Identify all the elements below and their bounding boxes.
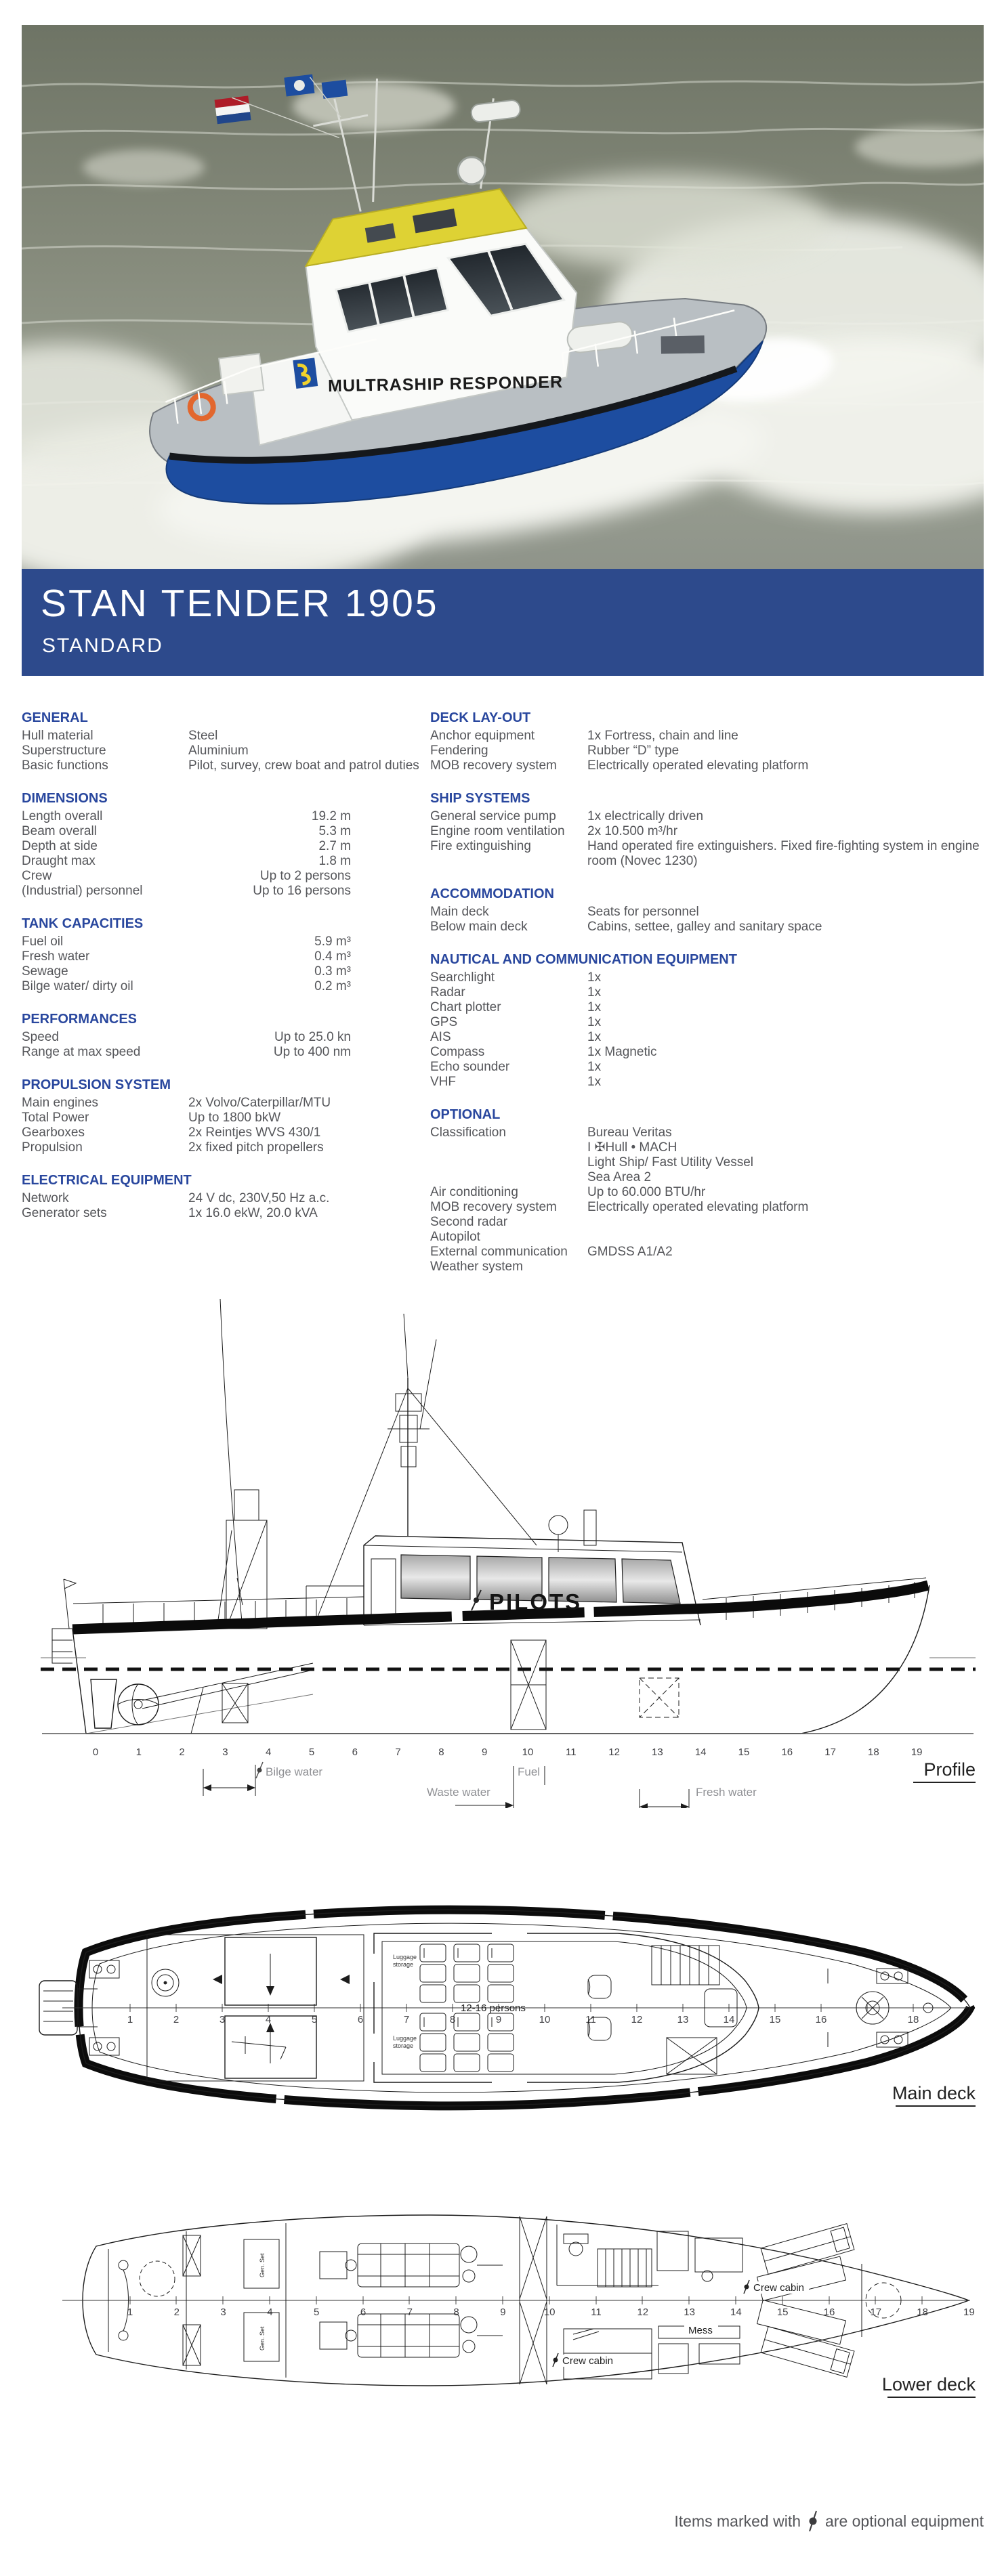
station-number: 17: [824, 1746, 836, 1758]
page-title: STAN TENDER 1905: [41, 582, 439, 625]
signal-flag-2: [322, 80, 348, 99]
svg-text:Mess: Mess: [688, 2325, 713, 2336]
spec-value: [587, 1215, 986, 1230]
fuel-label: Fuel: [518, 1765, 541, 1778]
spec-column-right: [430, 710, 986, 1291]
spec-value: 1.8 m: [318, 854, 351, 868]
spec-label: Sewage: [22, 964, 68, 979]
station-number: 5: [308, 1746, 315, 1758]
spec-label: Bilge water/ dirty oil: [22, 979, 133, 993]
spec-value: Cabins, settee, galley and sanitary space: [587, 920, 822, 934]
spec-value: [587, 1230, 986, 1245]
stern-platform: [52, 1579, 76, 1663]
spec-row: [22, 964, 428, 979]
spec-row: [430, 744, 986, 758]
station-number: 16: [815, 2014, 827, 2025]
spec-value: Up to 2 persons: [259, 869, 351, 883]
station-number: 7: [406, 2306, 413, 2318]
spec-row: [430, 920, 986, 935]
spec-value: 1x: [587, 970, 602, 985]
station-number: 16: [781, 1746, 793, 1758]
footer-text-suffix: are optional equipment: [825, 2512, 984, 2530]
spec-value: Up to 60.000 BTU/hr: [587, 1185, 706, 1199]
spec-label: Weather system: [430, 1260, 523, 1274]
spec-label: Superstructure: [22, 744, 106, 758]
spec-row: [430, 1060, 986, 1075]
section-general: [22, 710, 428, 773]
spec-row: [430, 839, 986, 869]
spec-value: Rubber “D” type: [587, 744, 679, 758]
vessel-photo: [22, 25, 984, 569]
station-number: 12: [631, 2014, 643, 2025]
spec-label: Fresh water: [22, 949, 90, 964]
spec-value: 1x 16.0 ekW, 20.0 kVA: [188, 1206, 318, 1220]
section-heading: SHIP SYSTEMS: [430, 791, 530, 806]
spec-value: 2x Reintjes WVS 430/1: [188, 1125, 321, 1140]
spec-label: Main engines: [22, 1096, 99, 1110]
spec-label: Anchor equipment: [430, 729, 535, 743]
spec-value: 0.3 m³: [314, 964, 351, 979]
whip-antenna: [217, 1299, 243, 1629]
station-number: 6: [360, 2306, 367, 2318]
spec-row: [430, 1230, 986, 1245]
spec-row: [22, 935, 428, 949]
section-heading: ACCOMMODATION: [430, 886, 554, 901]
spec-label: Gearboxes: [22, 1125, 85, 1140]
spec-row: [22, 1140, 428, 1155]
station-number: 4: [267, 2306, 273, 2318]
spec-label: Basic functions: [22, 758, 108, 773]
station-number: 7: [403, 2014, 410, 2025]
station-number: 13: [652, 1746, 663, 1758]
title-banner: [22, 569, 984, 676]
spec-value: 1x electrically driven: [587, 809, 704, 823]
station-number: 0: [92, 1746, 99, 1758]
station-number: 13: [684, 2306, 695, 2318]
spec-label: Speed: [22, 1030, 59, 1044]
spec-row: [22, 729, 428, 744]
section-electrical-equipment: [22, 1172, 428, 1221]
spec-row: [22, 884, 428, 899]
spec-label: Searchlight: [430, 970, 495, 985]
spec-label: [430, 1155, 587, 1170]
spec-value: Pilot, survey, crew boat and patrol duties: [188, 758, 419, 773]
spec-value: 0.2 m³: [314, 979, 351, 993]
station-number: 17: [870, 2306, 882, 2318]
spec-label: Air conditioning: [430, 1185, 518, 1199]
spec-value: 1x: [587, 1000, 602, 1014]
stairs-and-casings: [652, 1946, 737, 2074]
footer-text-prefix: Items marked with: [674, 2512, 801, 2530]
section-accommodation: [430, 886, 986, 935]
profile-label: [913, 1759, 976, 1782]
spec-row: [430, 1030, 986, 1045]
spec-value: Up to 25.0 kn: [274, 1030, 351, 1044]
spec-row: [22, 824, 428, 839]
spec-value: 1x: [587, 985, 602, 1000]
spec-row: [430, 970, 986, 985]
spec-value: 24 V dc, 230V,50 Hz a.c.: [188, 1191, 330, 1205]
lower-deck-label: [882, 2374, 976, 2397]
station-number: 4: [265, 2014, 272, 2025]
section-heading: PERFORMANCES: [22, 1012, 138, 1027]
persons-capacity-label: 12-16 persons: [461, 2002, 526, 2014]
spec-label: AIS: [430, 1030, 451, 1044]
spec-value: Seats for personnel: [587, 905, 699, 919]
section-heading: OPTIONAL: [430, 1107, 501, 1122]
spec-label: VHF: [430, 1075, 456, 1089]
station-number: 11: [566, 1746, 577, 1758]
dutch-flag: [215, 95, 251, 124]
svg-text:Crew cabin: Crew cabin: [753, 2282, 805, 2294]
spec-value: Up to 16 persons: [253, 884, 351, 898]
section-ship-systems: [430, 790, 986, 869]
spec-value: I ✠Hull • MACH: [587, 1140, 677, 1155]
station-number: 3: [220, 2306, 226, 2318]
spec-row: [430, 1125, 986, 1140]
profile-station-numbers: [93, 1746, 923, 1758]
station-number: 8: [449, 2014, 456, 2025]
section-performances: [22, 1011, 428, 1060]
section-nautical-communication: [430, 951, 986, 1090]
spec-row: [22, 744, 428, 758]
spec-row: [430, 729, 986, 744]
spec-row: [22, 979, 428, 994]
main-deck-label: [892, 2083, 976, 2106]
station-number: 10: [539, 2014, 551, 2025]
spec-row: [430, 1075, 986, 1090]
spec-row: [430, 1215, 986, 1230]
spec-row: [430, 1015, 986, 1030]
spec-row: [430, 758, 986, 773]
spec-value: 1x: [587, 1015, 602, 1029]
spec-label: Hull material: [22, 729, 93, 743]
section-heading: NAUTICAL AND COMMUNICATION EQUIPMENT: [430, 952, 737, 967]
station-number: 12: [608, 1746, 620, 1758]
section-tank-capacities: [22, 916, 428, 994]
spec-value: 1x Fortress, chain and line: [587, 729, 738, 743]
spec-label: [430, 1170, 587, 1185]
spec-row: [22, 1030, 428, 1045]
spec-row: [430, 1155, 986, 1170]
station-number: 6: [357, 2014, 364, 2025]
station-number: 10: [543, 2306, 556, 2318]
station-number: 3: [219, 2014, 226, 2025]
section-propulsion-system: [22, 1077, 428, 1155]
station-number: 8: [453, 2306, 459, 2318]
spec-row: [430, 809, 986, 824]
station-number: 19: [963, 2306, 975, 2318]
station-number: 15: [738, 1746, 750, 1758]
spec-row: [430, 1045, 986, 1060]
svg-text:storage: storage: [393, 2042, 414, 2049]
station-number: 19: [911, 1746, 923, 1758]
section-deck-layout: [430, 710, 986, 773]
spec-label: MOB recovery system: [430, 1200, 557, 1214]
section-heading: ELECTRICAL EQUIPMENT: [22, 1173, 192, 1188]
spec-label: External communication: [430, 1245, 568, 1259]
svg-text:storage: storage: [393, 1961, 414, 1968]
spec-value: GMDSS A1/A2: [587, 1245, 673, 1259]
tank-symbols: [222, 1640, 679, 1730]
spec-value: Hand operated fire extinguishers. Fixed fire-fighting system in engine room (Novec 1230): [587, 839, 980, 868]
spec-row: [22, 1125, 428, 1140]
svg-text:PILOTS: PILOTS: [489, 1589, 583, 1614]
page-subtitle: STANDARD: [42, 635, 163, 657]
spec-value: 2x Volvo/Caterpillar/MTU: [188, 1096, 331, 1110]
boat-name-marking: MULTRASHIP RESPONDER: [327, 372, 564, 396]
station-number: 1: [127, 2306, 133, 2318]
spec-label: Propulsion: [22, 1140, 83, 1155]
spec-label: Main deck: [430, 905, 489, 919]
fresh-water-label: Fresh water: [696, 1786, 757, 1799]
station-number: 12: [637, 2306, 649, 2318]
station-number: 15: [776, 2306, 789, 2318]
spec-label: Generator sets: [22, 1206, 107, 1220]
tank-dimension-labels: [203, 1762, 757, 1808]
spec-row: [430, 985, 986, 1000]
spec-label: Classification: [430, 1125, 506, 1140]
spec-label: Crew: [22, 869, 52, 883]
spec-label: Length overall: [22, 809, 103, 823]
spec-label: Network: [22, 1191, 69, 1205]
section-heading: PROPULSION SYSTEM: [22, 1077, 171, 1092]
spec-value: Aluminium: [188, 744, 249, 758]
spec-label: General service pump: [430, 809, 556, 823]
spec-value: Bureau Veritas: [587, 1125, 672, 1140]
lowerdeck-labels: [553, 2280, 809, 2367]
spec-value: [587, 1260, 986, 1274]
spec-row: [430, 1185, 986, 1200]
spec-label: Compass: [430, 1045, 485, 1059]
profile-drawing: [22, 1287, 984, 1808]
spec-row: [430, 1170, 986, 1185]
spec-row: [22, 809, 428, 824]
section-heading: TANK CAPACITIES: [22, 916, 144, 931]
station-number: 1: [135, 1746, 142, 1758]
spec-row: [22, 1045, 428, 1060]
station-number: 8: [438, 1746, 444, 1758]
spec-column-left: [22, 710, 428, 1238]
spec-row: [430, 905, 986, 920]
station-number: 7: [395, 1746, 401, 1758]
spec-value: 2x fixed pitch propellers: [188, 1140, 324, 1155]
spec-label: Second radar: [430, 1215, 508, 1229]
spec-value: 1x: [587, 1030, 602, 1044]
spec-label: Fire extinguishing: [430, 839, 531, 853]
station-number: 14: [730, 2306, 742, 2318]
spec-label: Engine room ventilation: [430, 824, 565, 838]
spec-row: [430, 1245, 986, 1260]
spec-value: 5.9 m³: [314, 935, 351, 949]
spec-row: [22, 854, 428, 869]
svg-text:Crew cabin: Crew cabin: [562, 2355, 614, 2367]
station-number: 6: [352, 1746, 358, 1758]
spec-label: MOB recovery system: [430, 758, 557, 773]
spec-value: Up to 1800 bkW: [188, 1111, 281, 1125]
svg-text:Gen. Set: Gen. Set: [259, 2253, 266, 2277]
spec-label: Total Power: [22, 1111, 89, 1125]
svg-text:Main deck: Main deck: [892, 2083, 976, 2103]
spec-value: 2x 10.500 m³/hr: [587, 824, 678, 838]
station-number: 18: [907, 2014, 919, 2025]
spec-row: [22, 1111, 428, 1125]
station-number: 9: [495, 2014, 502, 2025]
main-deck-drawing: [22, 1872, 984, 2143]
spec-value: 5.3 m: [318, 824, 351, 838]
section-heading: DIMENSIONS: [22, 791, 108, 806]
spec-label: Chart plotter: [430, 1000, 501, 1014]
spec-label: Depth at side: [22, 839, 98, 853]
section-heading: GENERAL: [22, 710, 88, 725]
footer-note: [674, 2510, 984, 2533]
waste-water-label: Waste water: [427, 1786, 490, 1799]
svg-text:Profile: Profile: [923, 1759, 976, 1780]
svg-text:Luggage: Luggage: [393, 1954, 417, 1960]
spec-label: Fuel oil: [22, 935, 64, 949]
spec-value: Electrically operated elevating platform: [587, 758, 809, 773]
spec-row: [430, 1200, 986, 1215]
svg-text:Gen. Set: Gen. Set: [259, 2326, 266, 2350]
station-number: 9: [500, 2306, 506, 2318]
spec-value: 1x Magnetic: [587, 1045, 657, 1059]
lower-deck-drawing: [22, 2184, 984, 2418]
spec-row: [430, 1140, 986, 1155]
spec-value: 2.7 m: [318, 839, 351, 853]
spec-label: Below main deck: [430, 920, 528, 934]
spec-label: Beam overall: [22, 824, 97, 838]
station-number: 14: [694, 1746, 707, 1758]
station-number: 11: [585, 2014, 596, 2025]
spec-row: [22, 1096, 428, 1111]
spec-row: [22, 1206, 428, 1221]
windlass: [661, 335, 705, 353]
section-heading: DECK LAY-OUT: [430, 710, 531, 725]
optional-marker-icon: [806, 2510, 820, 2533]
station-number: 4: [266, 1746, 272, 1758]
station-number: 14: [723, 2014, 735, 2025]
spec-value: 0.4 m³: [314, 949, 351, 964]
bilge-water-label: Bilge water: [266, 1765, 323, 1778]
spec-value: 19.2 m: [311, 809, 351, 823]
station-number: 2: [179, 1746, 185, 1758]
station-number: 3: [222, 1746, 228, 1758]
station-number: 1: [127, 2014, 133, 2025]
station-number: 18: [917, 2306, 928, 2318]
station-number: 15: [769, 2014, 781, 2025]
spec-row: [430, 824, 986, 839]
station-number: 2: [173, 2014, 180, 2025]
spec-value: Up to 400 nm: [273, 1045, 351, 1059]
spec-label: Echo sounder: [430, 1060, 510, 1074]
station-number: 5: [314, 2306, 320, 2318]
spec-value: 1x: [587, 1075, 602, 1089]
spec-value: 1x: [587, 1060, 602, 1074]
spec-row: [22, 839, 428, 854]
spec-row: [22, 869, 428, 884]
spec-value: Electrically operated elevating platform: [587, 1200, 809, 1214]
spec-label: Radar: [430, 985, 465, 1000]
spec-value: Steel: [188, 729, 218, 743]
station-number: 2: [173, 2306, 180, 2318]
spec-value: Light Ship/ Fast Utility Vessel: [587, 1155, 753, 1169]
station-number: 9: [482, 1746, 488, 1758]
spec-row: [430, 1260, 986, 1274]
spec-label: [430, 1140, 587, 1155]
spec-label: (Industrial) personnel: [22, 884, 143, 898]
svg-text:Lower deck: Lower deck: [881, 2374, 976, 2395]
spec-row: [430, 1000, 986, 1015]
station-number: 18: [868, 1746, 879, 1758]
station-number: 16: [823, 2306, 835, 2318]
spec-label: Fendering: [430, 744, 488, 758]
spec-row: [22, 758, 428, 773]
spec-label: Range at max speed: [22, 1045, 141, 1059]
station-number: 11: [591, 2306, 602, 2318]
propeller-and-rudder: [91, 1663, 313, 1734]
spec-row: [22, 1191, 428, 1206]
station-number: 5: [311, 2014, 318, 2025]
spec-value: Sea Area 2: [587, 1170, 652, 1184]
spec-row: [22, 949, 428, 964]
spec-label: Draught max: [22, 854, 96, 868]
luggage-storage-labels: [393, 1954, 417, 2049]
spec-label: Autopilot: [430, 1230, 480, 1244]
section-dimensions: [22, 790, 428, 899]
station-number: 10: [522, 1746, 534, 1758]
station-number: 13: [677, 2014, 689, 2025]
spec-label: GPS: [430, 1015, 458, 1029]
section-optional: [430, 1107, 986, 1274]
svg-text:Luggage: Luggage: [393, 2035, 417, 2042]
